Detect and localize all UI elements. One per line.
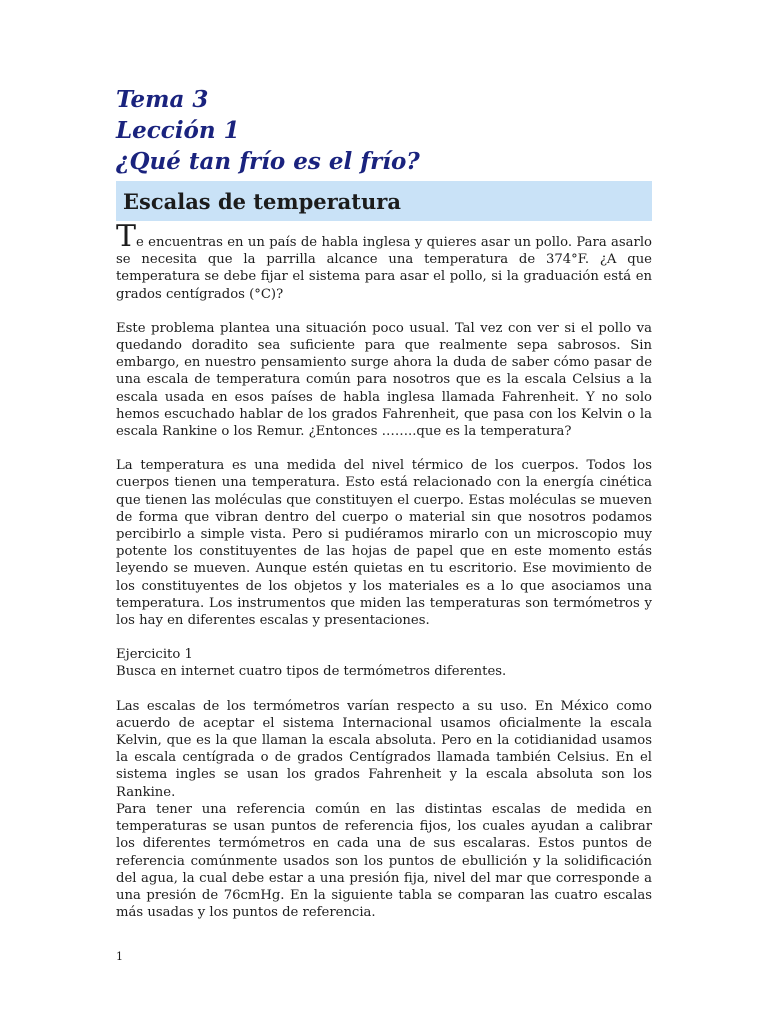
drop-cap: T [116, 219, 137, 254]
reference-points-paragraph: Para tener una referencia común en las distintas escalas de medida en temperaturas se usan puntos de referencia fijos, los cuales ayudan a calibrar los diferentes termómetros en cada una de sus escalaras. Estos puntos de referencia comúnmente usados son los puntos de ebullición y la solidificación del agua, la cual debe estar a una presión fija, nivel del mar que corresponde a una presión de 76cmHg. En la siguiente tabla se comparan las cuatro escalas más usadas y los puntos de referencia. [116, 801, 652, 921]
exercise-title: Ejercicito 1 [116, 647, 193, 663]
intro-paragraph [116, 219, 652, 303]
section-title-bar [116, 181, 652, 221]
scales-paragraph: Las escalas de los termómetros varían respecto a su uso. En México como acuerdo de aceptar el sistema Internacional usamos oficialmente la escala Kelvin, que es la que llaman la escala absoluta. Pero en la cotidianidad usamos la escala centígrada o de grados Centígrados llamada también Celsius. En el sistema ingles se usan los grados Fahrenheit y la escala absoluta son los Rankine. [116, 698, 652, 800]
temperature-definition-paragraph: La temperatura es una medida del nivel térmico de los cuerpos. Todos los cuerpos tienen una temperatura. Esto está relacionado con la energía cinética que tienen las moléculas que constituyen el cuerpo. Estas moléculas se mueven de forma que vibran dentro del cuerpo o material sin que nosotros podamos percibirlo a simple vista. Pero si pudiéramos mirarlo con un microscopio muy potente los constituyentes de las hojas de papel que en este momento estás leyendo se mueven. Aunque estén quietas en tu escritorio. Ese movimiento de los constituyentes de los objetos y los materiales es a lo que asociamos una temperatura. Los instrumentos que miden las temperaturas son termómetros y los hay en diferentes escalas y presentaciones. [116, 458, 652, 629]
intro-paragraph-text: e encuentras en un país de habla inglesa y quieres asar un pollo. Para asarlo se necesita que la parrilla alcance una temperatura de 374°F. ¿A que temperatura se debe fijar el sistema para asar el pollo, si la graduación está en grados centígrados (°C)? [116, 235, 652, 302]
problem-paragraph: Este problema plantea una situación poco usual. Tal vez con ver si el pollo va quedando doradito sea suficiente para que realmente sepa sabrosos. Sin embargo, en nuestro pensamiento surge ahora la duda de saber cómo pasar de una escala de temperatura común para nosotros que es la escala Celsius a la escala usada en esos países de habla inglesa llamada Fahrenheit. Y no solo hemos escuchado hablar de los grados Fahrenheit, que pasa con los Kelvin o la escala Rankine o los Remur. ¿Entonces ……..que es la temperatura? [116, 320, 652, 440]
document-page [116, 84, 652, 921]
lesson-heading: Lección 1 [116, 117, 240, 144]
exercise-text: Busca en internet cuatro tipos de termómetros diferentes. [116, 664, 507, 680]
page-number: 1 [116, 950, 123, 963]
section-title: Escalas de temperatura [123, 188, 401, 214]
question-heading: ¿Qué tan frío es el frío? [116, 148, 420, 175]
topic-heading: Tema 3 [116, 86, 209, 113]
